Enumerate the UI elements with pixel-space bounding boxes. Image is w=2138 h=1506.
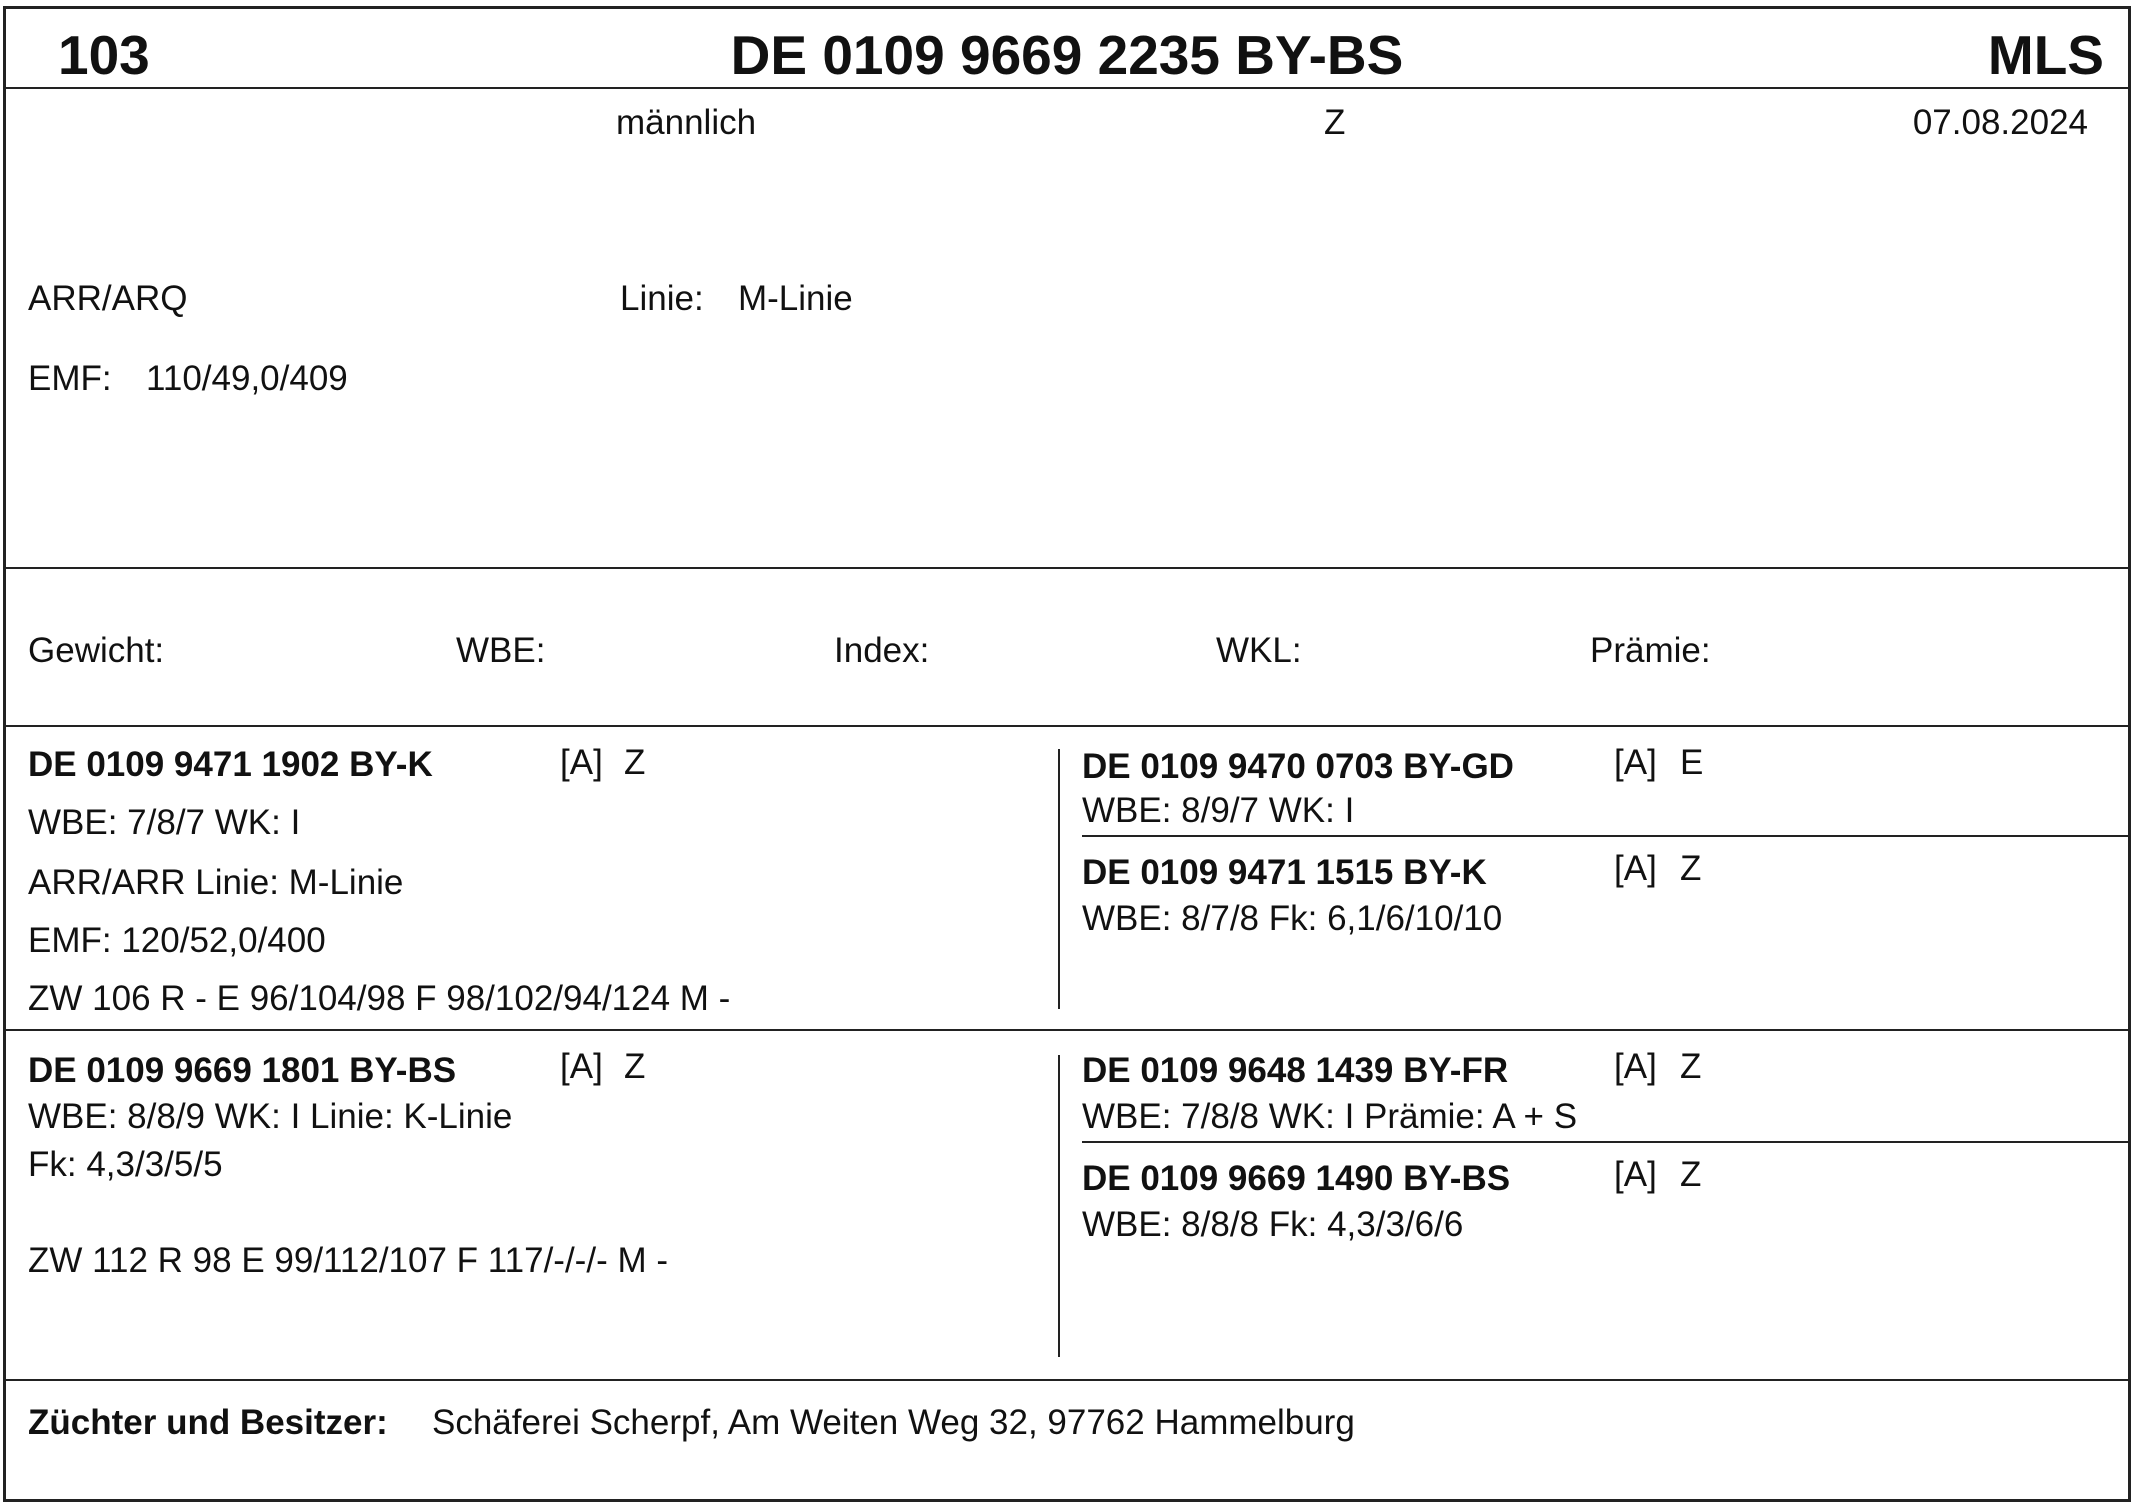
catalog-number: 103 (58, 24, 150, 86)
wbe-label: WBE: (456, 631, 546, 670)
sire-line-4: ZW 106 R - E 96/104/98 F 98/102/94/124 M - (28, 979, 731, 1018)
sire-code: Z (624, 743, 646, 782)
praemie-label: Prämie: (1590, 631, 1711, 670)
sire-dam-code: Z (1680, 849, 1702, 888)
sire-sire-line: WBE: 8/9/7 WK: I (1082, 791, 1355, 830)
sire-sire-code: E (1680, 743, 1704, 782)
emf-label: EMF: (28, 359, 112, 398)
sire-id: DE 0109 9471 1902 BY-K (28, 745, 433, 784)
footer-divider (6, 1379, 2128, 1381)
index-label: Index: (834, 631, 930, 670)
sire-line-3: EMF: 120/52,0/400 (28, 921, 326, 960)
breed-code: MLS (1987, 24, 2104, 86)
dam-dam-code: Z (1680, 1155, 1702, 1194)
sex: männlich (616, 103, 757, 142)
dam-column-divider (1058, 1055, 1060, 1357)
dam-ancestors-divider (1082, 1141, 2128, 1143)
dam-dam-id: DE 0109 9669 1490 BY-BS (1082, 1159, 1511, 1198)
gewicht-label: Gewicht: (28, 631, 165, 670)
dam-dam-line: WBE: 8/8/8 Fk: 4,3/3/6/6 (1082, 1205, 1464, 1244)
sire-sire-id: DE 0109 9470 0703 BY-GD (1082, 747, 1514, 786)
dam-line-1: WBE: 8/8/9 WK: I Linie: K-Linie (28, 1097, 513, 1136)
dam-sire-line: WBE: 7/8/8 WK: I Prämie: A + S (1082, 1097, 1578, 1136)
dam-sire-tag: [A] (1614, 1047, 1657, 1086)
dam-line-2: Fk: 4,3/3/5/5 (28, 1145, 223, 1184)
birth-date: 07.08.2024 (1912, 103, 2088, 142)
genotype: ARR/ARQ (28, 279, 188, 318)
sire-dam-line: WBE: 8/7/8 Fk: 6,1/6/10/10 (1082, 899, 1503, 938)
dam-code: Z (624, 1047, 646, 1086)
animal-id: DE 0109 9669 2235 BY-BS (730, 24, 1404, 86)
emf-value: 110/49,0/409 (146, 359, 348, 398)
sire-dam-id: DE 0109 9471 1515 BY-K (1082, 853, 1487, 892)
sire-dam-tag: [A] (1614, 849, 1657, 888)
dam-line-3: ZW 112 R 98 E 99/112/107 F 117/-/-/- M - (28, 1241, 668, 1280)
header-divider (6, 87, 2128, 89)
dam-sire-code: Z (1680, 1047, 1702, 1086)
herdbook-code: Z (1324, 103, 1346, 142)
dam-sire-id: DE 0109 9648 1439 BY-FR (1082, 1051, 1509, 1090)
wkl-label: WKL: (1216, 631, 1302, 670)
sire-ancestors-divider (1082, 835, 2128, 837)
sire-line-1: WBE: 7/8/7 WK: I (28, 803, 301, 842)
breeder-label: Züchter und Besitzer: (28, 1403, 388, 1442)
catalog-card (3, 6, 2131, 1502)
info-divider (6, 567, 2128, 569)
sire-column-divider (1058, 749, 1060, 1009)
linie-label: Linie: (620, 279, 704, 318)
breeder-value: Schäferei Scherpf, Am Weiten Weg 32, 97762 Hammelburg (432, 1403, 1355, 1442)
sire-tag: [A] (560, 743, 603, 782)
sire-dam-divider (6, 1029, 2128, 1031)
sire-sire-tag: [A] (1614, 743, 1657, 782)
dam-id: DE 0109 9669 1801 BY-BS (28, 1051, 457, 1090)
linie-value: M-Linie (738, 279, 853, 318)
dam-dam-tag: [A] (1614, 1155, 1657, 1194)
dam-tag: [A] (560, 1047, 603, 1086)
fields-divider (6, 725, 2128, 727)
sire-line-2: ARR/ARR Linie: M-Linie (28, 863, 404, 902)
